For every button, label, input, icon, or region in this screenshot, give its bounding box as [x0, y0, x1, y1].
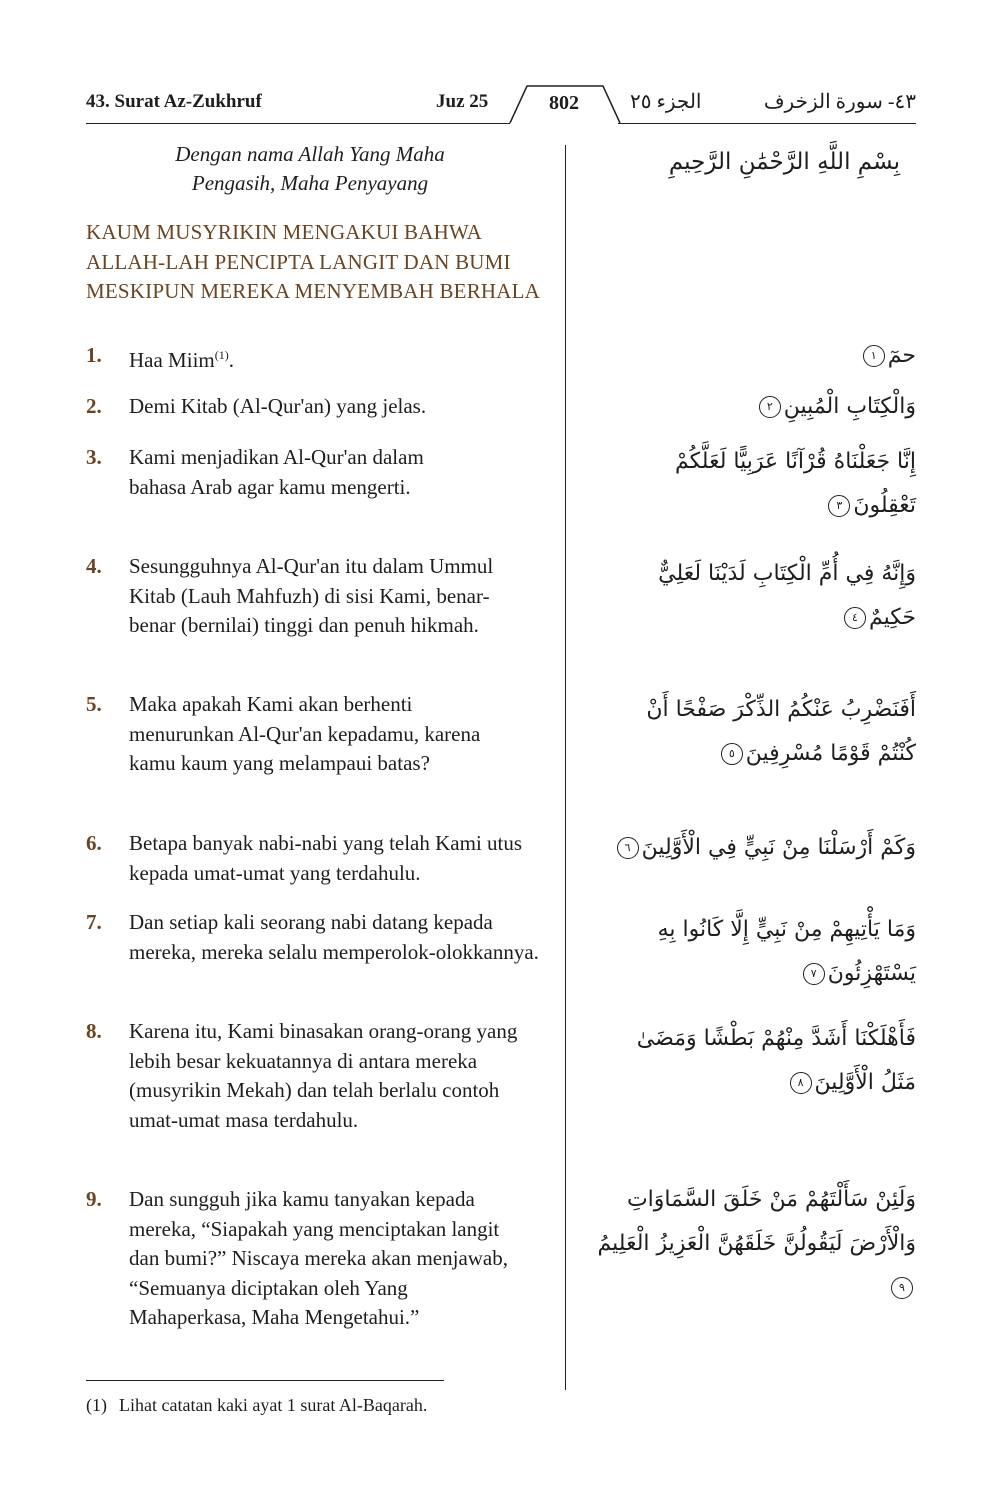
verse-text: Betapa banyak nabi-nabi yang telah Kami utus kepada umat-umat yang terdahulu.	[129, 831, 523, 885]
verse-text: Maka apakah Kami akan berhenti menurunkan Al-Qur'an kepadamu, karena kamu kaum yang melampaui batas?	[129, 692, 481, 775]
ayah-number-marker: ٤	[844, 607, 866, 629]
verse-number: 2.	[86, 394, 102, 418]
verse-number: 3.	[86, 445, 102, 469]
ayah-number-marker: ٧	[803, 963, 825, 985]
verse-number: 4.	[86, 554, 102, 578]
verse-text: Haa Miim$^{(1)}$.	[129, 348, 234, 372]
header-rule-right	[618, 123, 916, 124]
footnote	[86, 1395, 427, 1416]
ayah-number-marker: ٨	[790, 1072, 812, 1094]
basmala-translation-line: Pengasih, Maha Penyayang	[191, 171, 429, 195]
arabic-verse: فَأَهْلَكْنَا أَشَدَّ مِنْهُمْ بَطْشًا وَمَضَىٰ مَثَلُ الْأَوَّلِينَ٨	[636, 1026, 916, 1095]
verse-number: 9.	[86, 1187, 102, 1211]
arabic-verse: وَمَا يَأْتِيهِمْ مِنْ نَبِيٍّ إِلَّا كَانُوا بِهِ يَسْتَهْزِئُونَ٧	[657, 917, 916, 986]
verse-text: Karena itu, Kami binasakan orang-orang yang lebih besar kekuatannya di antara mereka (musyrikin Mekah) dan telah berlalu contoh umat-umat masa terdahulu.	[129, 1019, 518, 1132]
verse-text: Kami menjadikan Al-Qur'an dalam bahasa Arab agar kamu mengerti.	[129, 445, 424, 499]
juz-label-arabic: الجزء ٢٥	[630, 91, 702, 113]
page-number: 802	[549, 92, 579, 114]
arabic-verse: أَفَنَضْرِبُ عَنْكُمُ الذِّكْرَ صَفْحًا أَنْ كُنْتُمْ قَوْمًا مُسْرِفِينَ٥	[646, 697, 916, 766]
verse-number: 8.	[86, 1019, 102, 1043]
ayah-number-marker: ٥	[721, 743, 743, 765]
arabic-verse: وَإِنَّهُ فِي أُمِّ الْكِتَابِ لَدَيْنَا لَعَلِيٌّ حَكِيمٌ٤	[658, 561, 916, 630]
surah-title-latin: 43. Surat Az-Zukhruf	[86, 91, 262, 112]
section-title: KAUM MUSYRIKIN MENGAKUI BAHWA ALLAH-LAH PENCIPTA LANGIT DAN BUMI MESKIPUN MEREKA MENYEMBAH BERHALA	[86, 220, 541, 303]
footnote-number: (1)	[86, 1395, 107, 1415]
juz-label-latin: Juz 25	[436, 91, 489, 112]
verse-text: Dan setiap kali seorang nabi datang kepada mereka, mereka selalu memperolok-olokkannya.	[129, 910, 539, 964]
ayah-number-marker: ١	[863, 345, 885, 367]
verse-number: 5.	[86, 692, 102, 716]
arabic-verse: وَلَئِنْ سَأَلْتَهُمْ مَنْ خَلَقَ السَّمَاوَاتِ وَالْأَرْضَ لَيَقُولُنَّ خَلَقَهُنَّ الْعَزِيزُ الْعَلِيمُ٩	[576, 1178, 916, 1310]
header-rule-left	[86, 123, 510, 124]
basmala-translation-line: Dengan nama Allah Yang Maha	[175, 142, 445, 166]
ayah-number-marker: ٢	[759, 396, 781, 418]
surah-title-arabic: ٤٣- سورة الزخرف	[763, 91, 916, 113]
verse-number: 7.	[86, 910, 102, 934]
basmala-arabic: بِسْمِ اللَّهِ الرَّحْمَٰنِ الرَّحِيمِ	[668, 149, 900, 175]
footnote-text: Lihat catatan kaki ayat 1 surat Al-Baqarah.	[119, 1395, 428, 1415]
column-divider	[565, 145, 566, 1390]
verse-number: 1.	[86, 343, 102, 367]
verse-text: Sesungguhnya Al-Qur'an itu dalam Ummul Kitab (Lauh Mahfuzh) di sisi Kami, benar-benar (bernilai) tinggi dan penuh hikmah.	[129, 554, 494, 637]
arabic-verse: وَالْكِتَابِ الْمُبِينِ٢	[606, 385, 916, 429]
verse-number: 6.	[86, 831, 102, 855]
basmala-translation	[110, 140, 510, 198]
arabic-verse: وَكَمْ أَرْسَلْنَا مِنْ نَبِيٍّ فِي الْأَوَّلِينَ٦	[606, 826, 916, 870]
footnote-rule	[86, 1380, 444, 1381]
footnote-ref[interactable]: (1)	[214, 348, 229, 362]
arabic-verse: حمٓ١	[606, 334, 916, 378]
ayah-number-marker: ٩	[891, 1277, 913, 1299]
arabic-verse: إِنَّا جَعَلْنَاهُ قُرْآنًا عَرَبِيًّا لَعَلَّكُمْ تَعْقِلُونَ٣	[675, 449, 916, 518]
ayah-number-marker: ٦	[617, 837, 639, 859]
ayah-number-marker: ٣	[828, 495, 850, 517]
verse-text: Demi Kitab (Al-Qur'an) yang jelas.	[129, 394, 427, 418]
verse-text: Dan sungguh jika kamu tanyakan kepada mereka, “Siapakah yang menciptakan langit dan bumi?” Niscaya mereka akan menjawab, “Semuanya diciptakan oleh Yang Mahaperkasa, Maha Mengetahui.”	[129, 1187, 508, 1329]
